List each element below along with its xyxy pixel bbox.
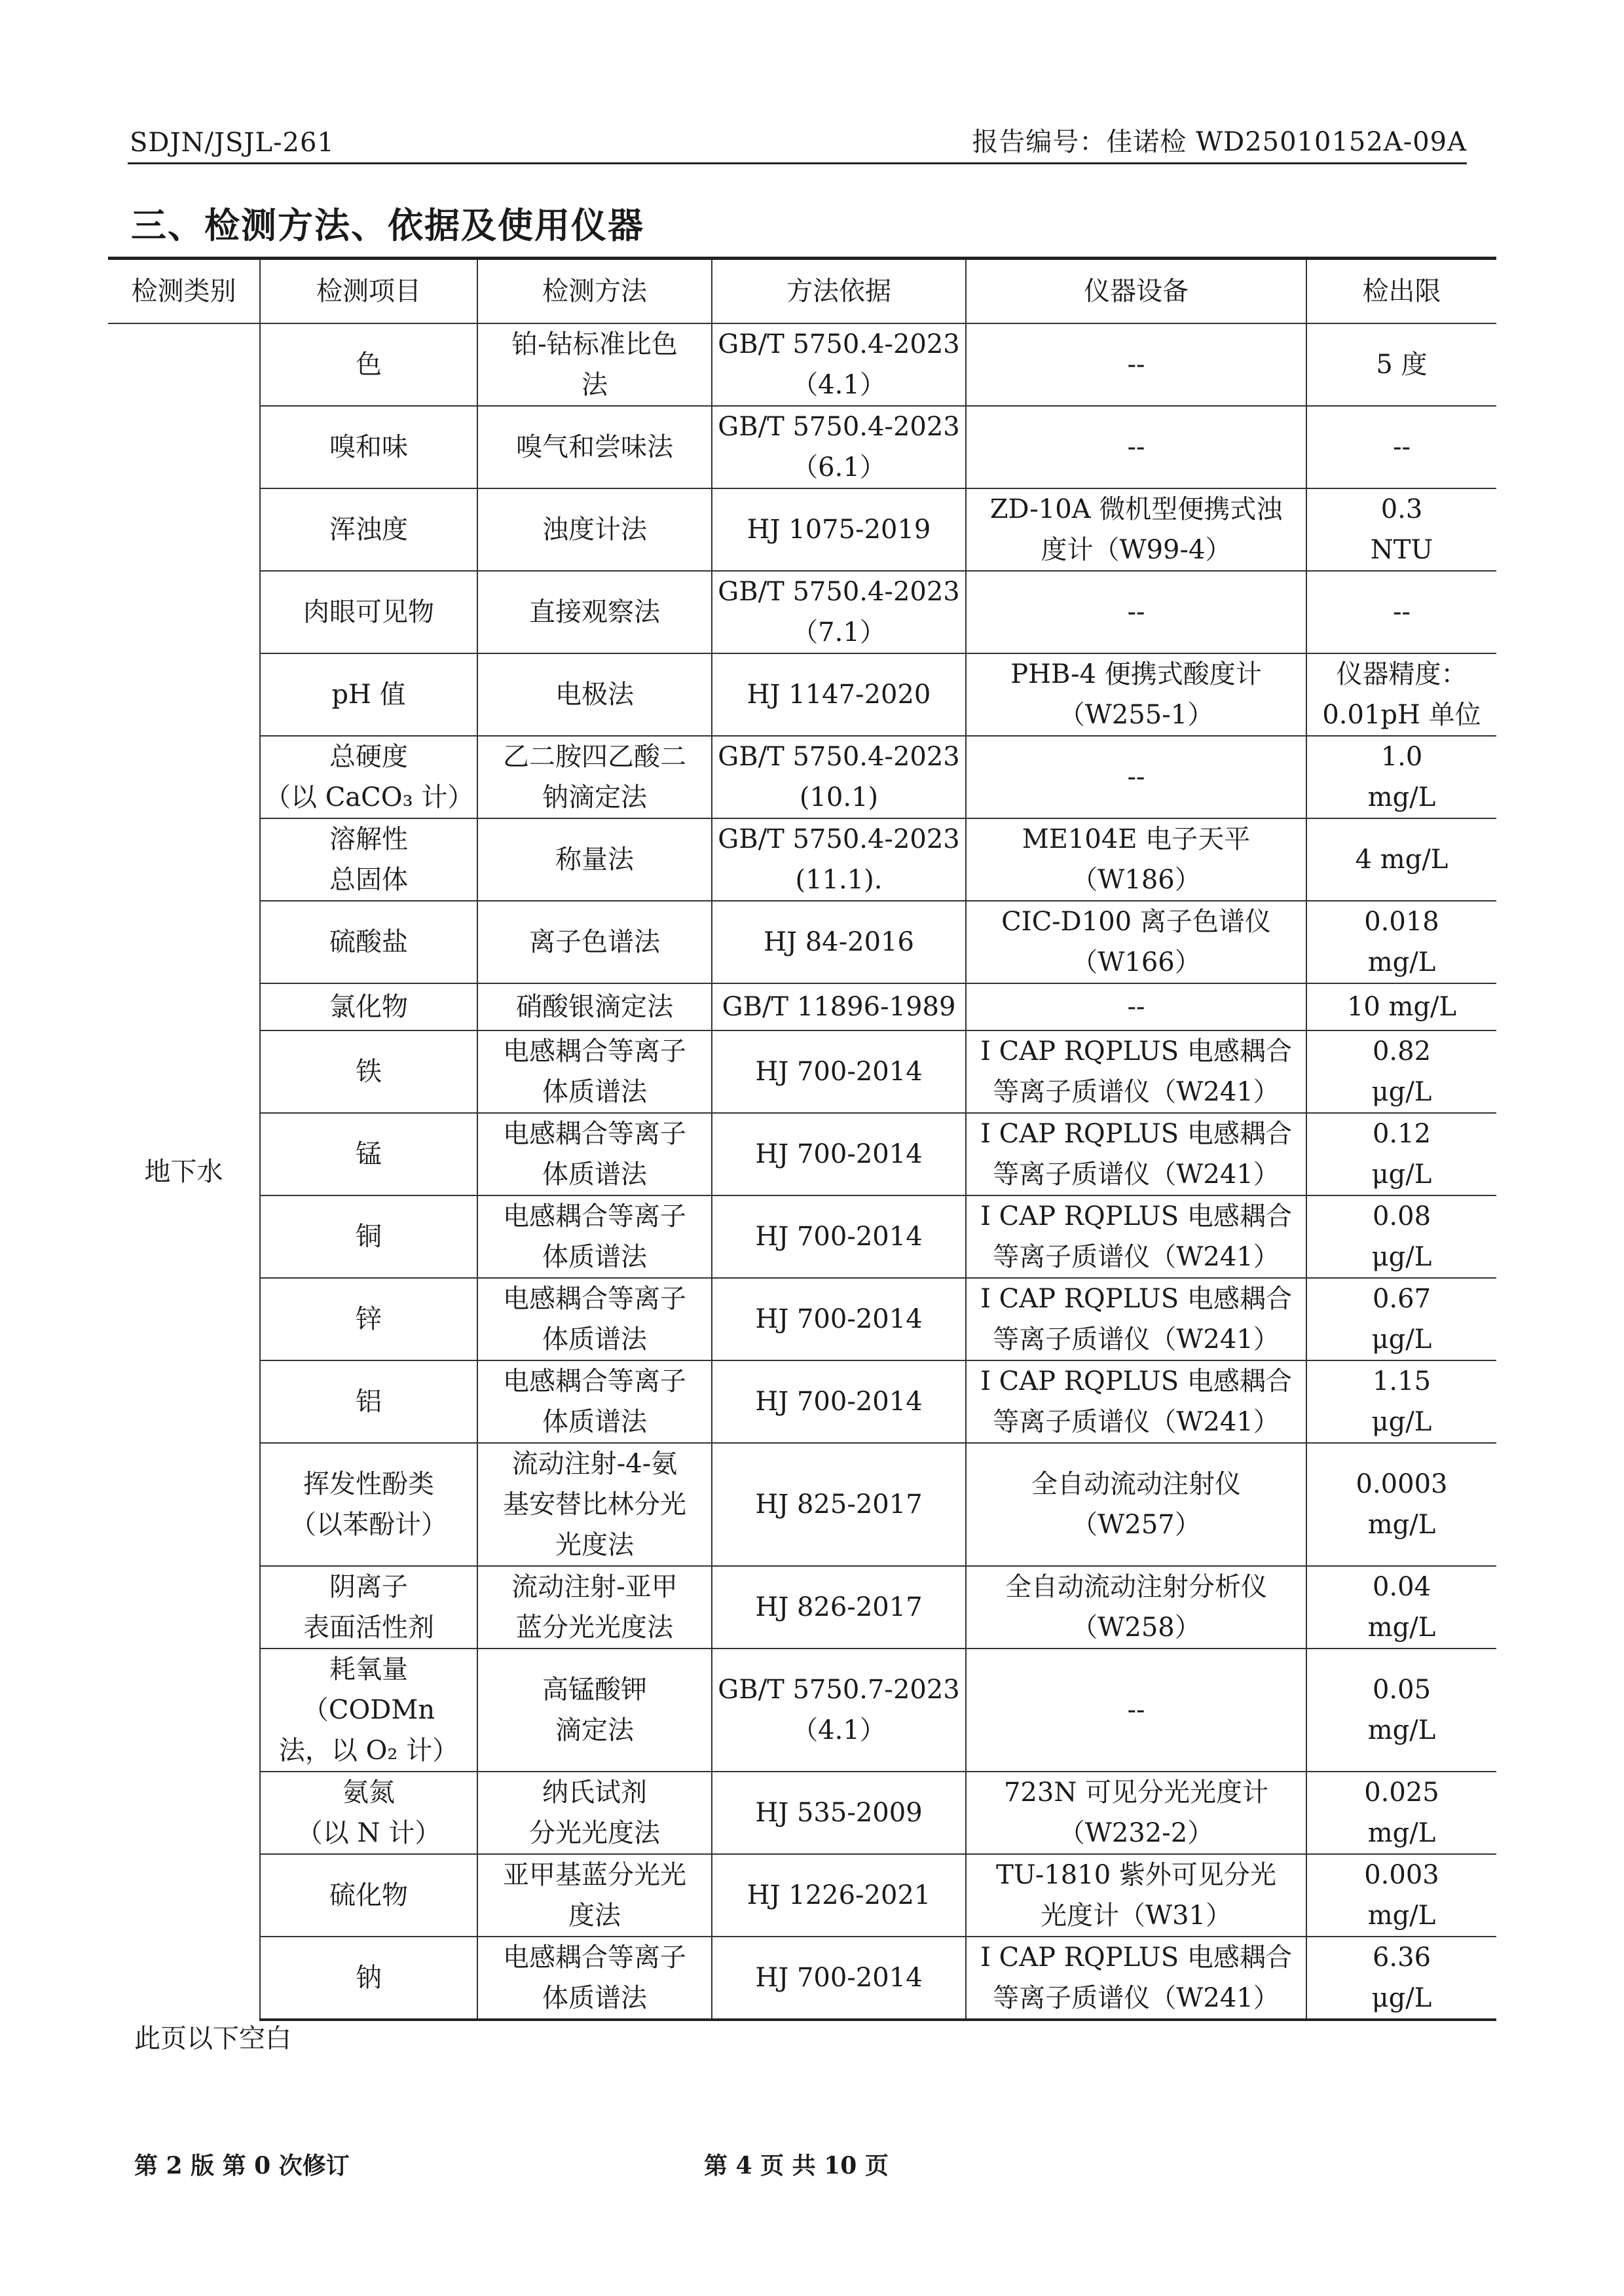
instrument-cell-line: （W258）	[1071, 1613, 1201, 1643]
section-title: 三、检测方法、依据及使用仪器	[131, 204, 644, 246]
table-row	[108, 901, 1496, 983]
basis-cell	[712, 406, 966, 488]
basis-cell-line: HJ 1147-2020	[747, 680, 931, 710]
basis-cell	[712, 323, 966, 406]
instrument-cell-line: TU-1810 紫外可见分光	[996, 1860, 1276, 1890]
method-cell-line: 蓝分光光度法	[516, 1613, 673, 1643]
instrument-cell-line: I CAP RQPLUS 电感耦合	[980, 1201, 1292, 1231]
item-cell	[260, 1195, 477, 1278]
instrument-cell	[966, 571, 1306, 653]
table-row	[108, 818, 1496, 901]
basis-cell-line: （7.1）	[792, 617, 886, 647]
table-row	[108, 1360, 1496, 1443]
instrument-cell	[966, 983, 1306, 1030]
item-cell	[260, 901, 477, 983]
method-cell-line: 基安替比林分光	[503, 1489, 686, 1520]
limit-cell-line: 1.15	[1372, 1366, 1431, 1396]
table-body	[108, 323, 1496, 2020]
table-row	[108, 1195, 1496, 1278]
method-cell	[477, 1195, 712, 1278]
limit-cell-line: mg/L	[1367, 782, 1436, 812]
table-row	[108, 1854, 1496, 1937]
method-cell	[477, 488, 712, 571]
limit-cell	[1306, 406, 1496, 488]
basis-cell-line: （4.1）	[792, 370, 886, 400]
basis-cell	[712, 653, 966, 736]
limit-cell	[1306, 736, 1496, 818]
instrument-cell-line: PHB-4 便携式酸度计	[1010, 659, 1262, 689]
edition-footer: 第 2 版 第 0 次修订	[134, 2152, 350, 2179]
item-cell-line: （以苯酚计）	[290, 1510, 447, 1540]
basis-cell	[712, 1443, 966, 1566]
basis-cell-line: GB/T 5750.4-2023	[718, 742, 960, 772]
column-header: 方法依据	[712, 259, 966, 324]
limit-cell	[1306, 1113, 1496, 1195]
table-row	[108, 1278, 1496, 1360]
method-cell	[477, 736, 712, 818]
limit-cell-line: 4 mg/L	[1355, 845, 1449, 875]
method-cell-line: 电感耦合等离子	[503, 1284, 686, 1314]
limit-cell-line: mg/L	[1367, 1510, 1436, 1540]
limit-cell-line: μg/L	[1371, 1407, 1432, 1437]
limit-cell-line: 10 mg/L	[1346, 992, 1457, 1022]
item-cell	[260, 1278, 477, 1360]
instrument-cell-line: 光度计（W31）	[1040, 1901, 1232, 1931]
instrument-cell-line: I CAP RQPLUS 电感耦合	[980, 1366, 1292, 1396]
limit-cell-line: μg/L	[1371, 1983, 1432, 2013]
item-cell	[260, 1854, 477, 1937]
basis-cell-line: HJ 825-2017	[755, 1489, 923, 1520]
limit-cell-line: 0.025	[1364, 1777, 1439, 1808]
limit-cell-line: mg/L	[1367, 1818, 1436, 1848]
limit-cell-line: mg/L	[1367, 1715, 1436, 1745]
limit-cell	[1306, 571, 1496, 653]
instrument-cell	[966, 1030, 1306, 1113]
instrument-cell-line: --	[1127, 350, 1145, 380]
basis-cell	[712, 1772, 966, 1854]
method-cell-line: 度法	[568, 1901, 621, 1931]
limit-cell	[1306, 901, 1496, 983]
instrument-cell-line: 全自动流动注射分析仪	[1005, 1572, 1267, 1602]
column-header: 仪器设备	[966, 259, 1306, 324]
item-cell	[260, 1030, 477, 1113]
limit-cell-line: 0.0003	[1356, 1469, 1448, 1499]
item-cell	[260, 1113, 477, 1195]
item-cell-line: 阴离子	[329, 1572, 408, 1602]
instrument-cell-line: ME104E 电子天平	[1022, 824, 1251, 854]
basis-cell	[712, 1278, 966, 1360]
method-cell-line: 分光光度法	[529, 1818, 660, 1848]
limit-cell	[1306, 1566, 1496, 1649]
method-cell-line: 体质谱法	[542, 1242, 647, 1272]
method-cell-line: 体质谱法	[542, 1159, 647, 1190]
instrument-cell-line: I CAP RQPLUS 电感耦合	[980, 1119, 1292, 1149]
basis-cell-line: HJ 84-2016	[764, 927, 914, 957]
column-header: 检测方法	[477, 259, 712, 324]
method-cell-line: 高锰酸钾	[542, 1675, 647, 1705]
instrument-cell	[966, 323, 1306, 406]
item-cell-line: （以 CaCO₃ 计）	[265, 782, 474, 812]
instrument-cell	[966, 1649, 1306, 1772]
basis-cell	[712, 488, 966, 571]
table-row	[108, 653, 1496, 736]
method-cell	[477, 653, 712, 736]
item-cell-line: 钠	[356, 1963, 382, 1993]
limit-cell-line: 6.36	[1372, 1942, 1431, 1973]
item-cell-line: 硫化物	[329, 1880, 408, 1910]
basis-cell-line: HJ 700-2014	[755, 1304, 923, 1334]
basis-cell-line: GB/T 5750.4-2023	[718, 329, 960, 359]
method-cell-line: 光度法	[555, 1530, 634, 1560]
instrument-cell-line: （W186）	[1071, 865, 1201, 895]
basis-cell	[712, 1566, 966, 1649]
methods-table	[108, 257, 1496, 2021]
limit-cell-line: mg/L	[1367, 1901, 1436, 1931]
limit-cell	[1306, 1030, 1496, 1113]
basis-cell	[712, 571, 966, 653]
item-cell	[260, 488, 477, 571]
basis-cell-line: HJ 700-2014	[755, 1387, 923, 1417]
item-cell-line: pH 值	[331, 680, 406, 710]
instrument-cell-line: 等离子质谱仪（W241）	[993, 1983, 1280, 2013]
method-cell	[477, 1360, 712, 1443]
basis-cell-line: （4.1）	[792, 1715, 886, 1745]
method-cell	[477, 1030, 712, 1113]
table-row	[108, 488, 1496, 571]
instrument-cell-line: （W257）	[1071, 1510, 1201, 1540]
method-cell-line: 流动注射-4-氨	[511, 1449, 678, 1479]
instrument-cell	[966, 1195, 1306, 1278]
method-cell-line: 电感耦合等离子	[503, 1036, 686, 1066]
method-cell-line: 滴定法	[555, 1715, 634, 1745]
item-cell	[260, 736, 477, 818]
table-row	[108, 736, 1496, 818]
method-cell-line: 电极法	[555, 680, 634, 710]
basis-cell-line: HJ 700-2014	[755, 1222, 923, 1252]
item-cell-line: 硫酸盐	[329, 927, 408, 957]
limit-cell	[1306, 818, 1496, 901]
basis-cell	[712, 1649, 966, 1772]
instrument-cell	[966, 1278, 1306, 1360]
instrument-cell-line: 度计（W99-4）	[1041, 535, 1232, 565]
method-cell-line: 浊度计法	[542, 515, 647, 545]
basis-cell	[712, 1854, 966, 1937]
method-cell	[477, 901, 712, 983]
limit-cell-line: mg/L	[1367, 1613, 1436, 1643]
limit-cell-line: μg/L	[1371, 1242, 1432, 1272]
limit-cell	[1306, 983, 1496, 1030]
item-cell-line: 浑浊度	[329, 515, 408, 545]
limit-cell	[1306, 1278, 1496, 1360]
category-label: 地下水	[144, 1157, 223, 1187]
basis-cell-line: GB/T 5750.4-2023	[718, 824, 960, 854]
limit-cell-line: 0.08	[1372, 1201, 1431, 1231]
limit-cell-line: 仪器精度：	[1336, 659, 1467, 689]
item-cell-line: 表面活性剂	[303, 1613, 434, 1643]
method-cell-line: 乙二胺四乙酸二	[503, 742, 686, 772]
basis-cell	[712, 1030, 966, 1113]
limit-cell-line: 0.05	[1372, 1675, 1431, 1705]
item-cell-line: 总固体	[329, 865, 408, 895]
basis-cell	[712, 1195, 966, 1278]
column-header: 检测项目	[260, 259, 477, 324]
item-cell-line: 耗氧量（CODMn	[302, 1654, 435, 1725]
instrument-cell	[966, 406, 1306, 488]
limit-cell-line: 0.3	[1380, 494, 1423, 524]
instrument-cell	[966, 1113, 1306, 1195]
limit-cell	[1306, 1937, 1496, 2020]
basis-cell	[712, 901, 966, 983]
method-cell-line: 铂-钴标准比色	[511, 329, 678, 359]
basis-cell	[712, 1113, 966, 1195]
method-cell	[477, 983, 712, 1030]
limit-cell-line: mg/L	[1367, 947, 1436, 977]
method-cell-line: 体质谱法	[542, 1407, 647, 1437]
method-cell-line: 电感耦合等离子	[503, 1942, 686, 1973]
limit-cell-line: 0.67	[1372, 1284, 1431, 1314]
item-cell-line: 锰	[356, 1139, 382, 1169]
category-cell	[108, 323, 260, 2020]
item-cell	[260, 406, 477, 488]
method-cell-line: 钠滴定法	[542, 782, 647, 812]
basis-cell-line: (11.1).	[795, 865, 883, 895]
instrument-cell-line: （W232-2）	[1058, 1818, 1214, 1848]
basis-cell	[712, 1360, 966, 1443]
method-cell-line: 亚甲基蓝分光光	[503, 1860, 686, 1890]
instrument-cell-line: --	[1127, 1695, 1145, 1725]
basis-cell	[712, 736, 966, 818]
item-cell-line: 肉眼可见物	[303, 597, 434, 627]
table-header-row	[108, 259, 1496, 324]
method-cell-line: 体质谱法	[542, 1077, 647, 1107]
table-row	[108, 1937, 1496, 2020]
instrument-cell-line: I CAP RQPLUS 电感耦合	[980, 1284, 1292, 1314]
limit-cell-line: 0.01pH 单位	[1322, 700, 1481, 730]
method-cell	[477, 406, 712, 488]
instrument-cell-line: --	[1127, 597, 1145, 627]
limit-cell-line: NTU	[1370, 535, 1433, 565]
basis-cell-line: HJ 826-2017	[755, 1592, 923, 1622]
instrument-cell	[966, 1566, 1306, 1649]
limit-cell-line: 5 度	[1376, 350, 1428, 380]
limit-cell-line: 0.04	[1372, 1572, 1431, 1602]
basis-cell-line: （6.1）	[792, 452, 886, 483]
item-cell-line: 总硬度	[329, 742, 408, 772]
method-cell	[477, 323, 712, 406]
instrument-cell-line: （W255-1）	[1058, 700, 1214, 730]
limit-cell-line: 0.018	[1364, 907, 1439, 937]
page-number-footer: 第 4 页 共 10 页	[704, 2152, 889, 2179]
item-cell	[260, 1649, 477, 1772]
instrument-cell-line: 等离子质谱仪（W241）	[993, 1159, 1280, 1190]
item-cell	[260, 1360, 477, 1443]
item-cell-line: 嗅和味	[329, 432, 408, 462]
instrument-cell-line: 等离子质谱仪（W241）	[993, 1077, 1280, 1107]
method-cell-line: 嗅气和尝味法	[516, 432, 673, 462]
instrument-cell	[966, 653, 1306, 736]
method-cell	[477, 1443, 712, 1566]
instrument-cell	[966, 1772, 1306, 1854]
table-row	[108, 1030, 1496, 1113]
limit-cell-line: 0.003	[1364, 1860, 1439, 1890]
item-cell	[260, 653, 477, 736]
basis-cell-line: HJ 700-2014	[755, 1963, 923, 1993]
basis-cell	[712, 983, 966, 1030]
report-number: 报告编号：佳诺检 WD25010152A-09A	[972, 127, 1467, 157]
table-row	[108, 1649, 1496, 1772]
item-cell	[260, 1937, 477, 2020]
limit-cell-line: μg/L	[1371, 1159, 1432, 1190]
instrument-cell-line: CIC-D100 离子色谱仪	[1001, 907, 1271, 937]
method-cell-line: 电感耦合等离子	[503, 1366, 686, 1396]
method-cell-line: 硝酸银滴定法	[516, 992, 673, 1022]
basis-cell-line: HJ 700-2014	[755, 1139, 923, 1169]
method-cell-line: 电感耦合等离子	[503, 1201, 686, 1231]
instrument-cell-line: 等离子质谱仪（W241）	[993, 1407, 1280, 1437]
instrument-cell-line: I CAP RQPLUS 电感耦合	[980, 1036, 1292, 1066]
method-cell	[477, 1937, 712, 2020]
instrument-cell	[966, 1360, 1306, 1443]
table-row	[108, 1566, 1496, 1649]
item-cell	[260, 818, 477, 901]
header-divider	[128, 162, 1467, 164]
item-cell-line: 锌	[356, 1304, 382, 1334]
table-row	[108, 983, 1496, 1030]
basis-cell-line: HJ 1226-2021	[747, 1880, 931, 1910]
item-cell-line: 氯化物	[329, 992, 408, 1022]
basis-cell-line: GB/T 5750.4-2023	[718, 577, 960, 607]
limit-cell-line: 0.82	[1372, 1036, 1431, 1066]
basis-cell-line: HJ 1075-2019	[747, 515, 931, 545]
item-cell-line: 铝	[356, 1387, 382, 1417]
item-cell-line: 氨氮	[342, 1777, 395, 1808]
limit-cell-line: --	[1392, 432, 1411, 462]
method-cell	[477, 1113, 712, 1195]
limit-cell	[1306, 1195, 1496, 1278]
column-header: 检测类别	[108, 259, 260, 324]
limit-cell-line: 1.0	[1380, 742, 1423, 772]
instrument-cell-line: --	[1127, 992, 1145, 1022]
document-code: SDJN/JSJL-261	[130, 128, 335, 158]
instrument-cell	[966, 818, 1306, 901]
table-row	[108, 1772, 1496, 1854]
item-cell-line: （以 N 计）	[296, 1818, 441, 1848]
basis-cell-line: (10.1)	[799, 782, 879, 812]
method-cell-line: 直接观察法	[529, 597, 660, 627]
item-cell	[260, 1772, 477, 1854]
table-row	[108, 1443, 1496, 1566]
instrument-cell-line: ZD-10A 微机型便携式浊	[989, 494, 1283, 524]
instrument-cell-line: --	[1127, 762, 1145, 792]
instrument-cell	[966, 1854, 1306, 1937]
instrument-cell	[966, 901, 1306, 983]
limit-cell	[1306, 1649, 1496, 1772]
instrument-cell-line: （W166）	[1071, 947, 1201, 977]
basis-cell-line: HJ 535-2009	[755, 1798, 923, 1828]
table-row	[108, 1113, 1496, 1195]
limit-cell-line: μg/L	[1371, 1324, 1432, 1355]
instrument-cell-line: 全自动流动注射仪	[1031, 1469, 1241, 1499]
basis-cell	[712, 818, 966, 901]
method-cell-line: 流动注射-亚甲	[511, 1572, 678, 1602]
instrument-cell	[966, 736, 1306, 818]
limit-cell	[1306, 1360, 1496, 1443]
instrument-cell	[966, 488, 1306, 571]
basis-cell-line: HJ 700-2014	[755, 1057, 923, 1087]
item-cell-line: 铁	[356, 1057, 382, 1087]
blank-below-note: 此页以下空白	[134, 2024, 291, 2054]
column-header: 检出限	[1306, 259, 1496, 324]
item-cell-line: 溶解性	[329, 824, 408, 854]
limit-cell-line: --	[1392, 597, 1411, 627]
limit-cell-line: μg/L	[1371, 1077, 1432, 1107]
method-cell-line: 法	[581, 370, 608, 400]
table-row	[108, 323, 1496, 406]
basis-cell-line: GB/T 5750.7-2023	[718, 1675, 960, 1705]
method-cell	[477, 1278, 712, 1360]
method-cell-line: 称量法	[555, 845, 634, 875]
item-cell	[260, 1443, 477, 1566]
method-cell-line: 纳氏试剂	[542, 1777, 647, 1808]
limit-cell	[1306, 1772, 1496, 1854]
table-row	[108, 571, 1496, 653]
instrument-cell-line: 等离子质谱仪（W241）	[993, 1324, 1280, 1355]
item-cell-line: 色	[356, 350, 382, 380]
basis-cell	[712, 1937, 966, 2020]
limit-cell	[1306, 323, 1496, 406]
limit-cell	[1306, 1443, 1496, 1566]
table-row	[108, 406, 1496, 488]
item-cell-line: 铜	[356, 1222, 382, 1252]
limit-cell-line: 0.12	[1372, 1119, 1431, 1149]
item-cell	[260, 983, 477, 1030]
item-cell-line: 法，以 O₂ 计）	[278, 1736, 459, 1766]
instrument-cell-line: --	[1127, 432, 1145, 462]
method-cell	[477, 1854, 712, 1937]
method-cell-line: 体质谱法	[542, 1983, 647, 2013]
instrument-cell	[966, 1937, 1306, 2020]
item-cell-line: 挥发性酚类	[303, 1469, 434, 1499]
instrument-cell-line: 等离子质谱仪（W241）	[993, 1242, 1280, 1272]
limit-cell	[1306, 1854, 1496, 1937]
method-cell	[477, 571, 712, 653]
method-cell	[477, 1649, 712, 1772]
method-cell-line: 电感耦合等离子	[503, 1119, 686, 1149]
basis-cell-line: GB/T 5750.4-2023	[718, 412, 960, 442]
method-cell-line: 离子色谱法	[529, 927, 660, 957]
basis-cell-line: GB/T 11896-1989	[722, 992, 956, 1022]
instrument-cell	[966, 1443, 1306, 1566]
method-cell	[477, 1772, 712, 1854]
item-cell	[260, 1566, 477, 1649]
limit-cell	[1306, 488, 1496, 571]
method-cell-line: 体质谱法	[542, 1324, 647, 1355]
method-cell	[477, 1566, 712, 1649]
item-cell	[260, 571, 477, 653]
limit-cell	[1306, 653, 1496, 736]
item-cell	[260, 323, 477, 406]
instrument-cell-line: I CAP RQPLUS 电感耦合	[980, 1942, 1292, 1973]
instrument-cell-line: 723N 可见分光光度计	[1003, 1777, 1269, 1808]
method-cell	[477, 818, 712, 901]
